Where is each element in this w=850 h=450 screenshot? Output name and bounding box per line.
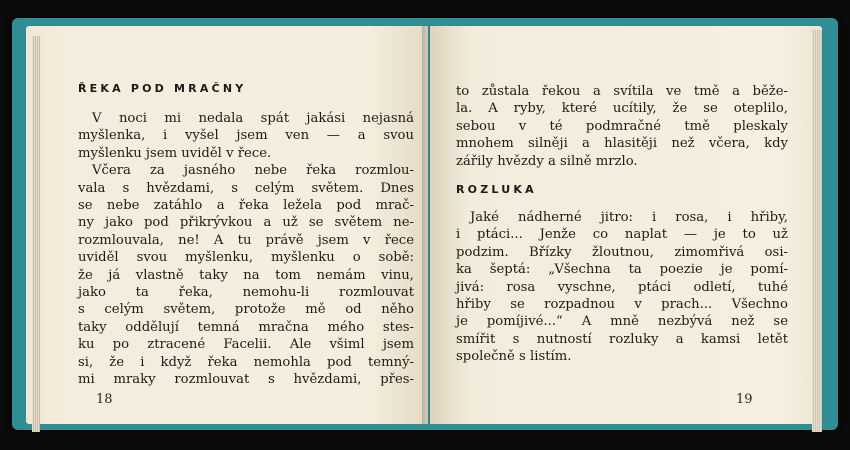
text-line: hřiby se rozpadnou v prach... Všechno xyxy=(456,297,788,313)
text-line: ku po ztracené Facelii. Ale všiml jsem xyxy=(78,337,414,353)
right-page-continuation-text xyxy=(456,83,788,170)
right-page-edges xyxy=(812,30,822,432)
text-line: ny jako pod přikrývkou a už se světem ne- xyxy=(78,215,414,231)
text-line: si, že i když řeka nemohla pod temný- xyxy=(78,354,414,370)
text-line: la. A ryby, které ucítily, že se oteplilo, xyxy=(456,101,788,117)
page-number-left: 18 xyxy=(96,392,113,407)
text-line: smířit s nutností rozluky a kamsi letět xyxy=(456,331,788,347)
text-line: jako ta řeka, nemohu-li rozmlouvat xyxy=(78,285,414,301)
text-line: je pomíjivé...“ A mně nezbývá než se xyxy=(456,314,788,330)
chapter-heading-rozluka: ROZLUKA xyxy=(456,183,537,196)
text-line: se nebe zatáhlo a řeka ležela pod mrač- xyxy=(78,198,414,214)
text-line: podzim. Břízky žloutnou, zimomřivá osi- xyxy=(456,244,788,260)
text-line: mnohem silněji a hlasitěji než včera, kdy xyxy=(456,136,788,152)
book xyxy=(12,18,838,430)
text-line: Včera za jasného nebe řeka rozmlou- xyxy=(92,163,414,179)
text-line: V noci mi nedala spát jakási nejasná xyxy=(92,111,414,126)
text-line: myšlenka, i vyšel jsem ven — a svou xyxy=(78,128,414,144)
text-line: sebou v té podmračné tmě pleskaly xyxy=(456,118,788,134)
right-page xyxy=(430,26,822,424)
text-line: jivá: rosa vyschne, ptáci odletí, tuhé xyxy=(456,279,788,295)
chapter-heading-reka-pod-mracny: ŘEKA POD MRAČNY xyxy=(78,82,247,95)
text-line: rozmlouvala, ne! A tu právě jsem v řece xyxy=(78,232,414,248)
left-page xyxy=(26,26,428,424)
text-line: že já vlastně taky na tom nemám vinu, xyxy=(78,267,414,283)
text-line: zářily hvězdy a silně mrzlo. xyxy=(456,153,638,169)
text-line: Jaké nádherné jitro: i rosa, i hřiby, xyxy=(470,210,788,225)
text-line: společně s listím. xyxy=(456,349,572,365)
right-page-text xyxy=(456,209,788,366)
text-line: taky oddělují temná mračna mého stes- xyxy=(78,319,414,335)
text-line: s celým světem, protože mě od něho xyxy=(78,302,414,318)
text-line: ka šeptá: „Všechna ta poezie je pomí- xyxy=(456,262,788,278)
text-line: i ptáci... Jenže co naplat — je to už xyxy=(456,227,788,243)
page-number-right: 19 xyxy=(736,392,753,407)
left-page-text xyxy=(78,110,414,389)
left-page-edges xyxy=(32,36,40,432)
text-line: myšlenku jsem uviděl v řece. xyxy=(78,145,272,161)
text-line: vala s hvězdami, s celým světem. Dnes xyxy=(78,180,414,196)
text-line: mi mraky rozmlouvat s hvězdami, přes- xyxy=(78,372,414,388)
text-line: to zůstala řekou a svítila ve tmě a běže- xyxy=(456,84,788,99)
text-line: uviděl svou myšlenku, myšlenku o sobě: xyxy=(78,250,414,266)
